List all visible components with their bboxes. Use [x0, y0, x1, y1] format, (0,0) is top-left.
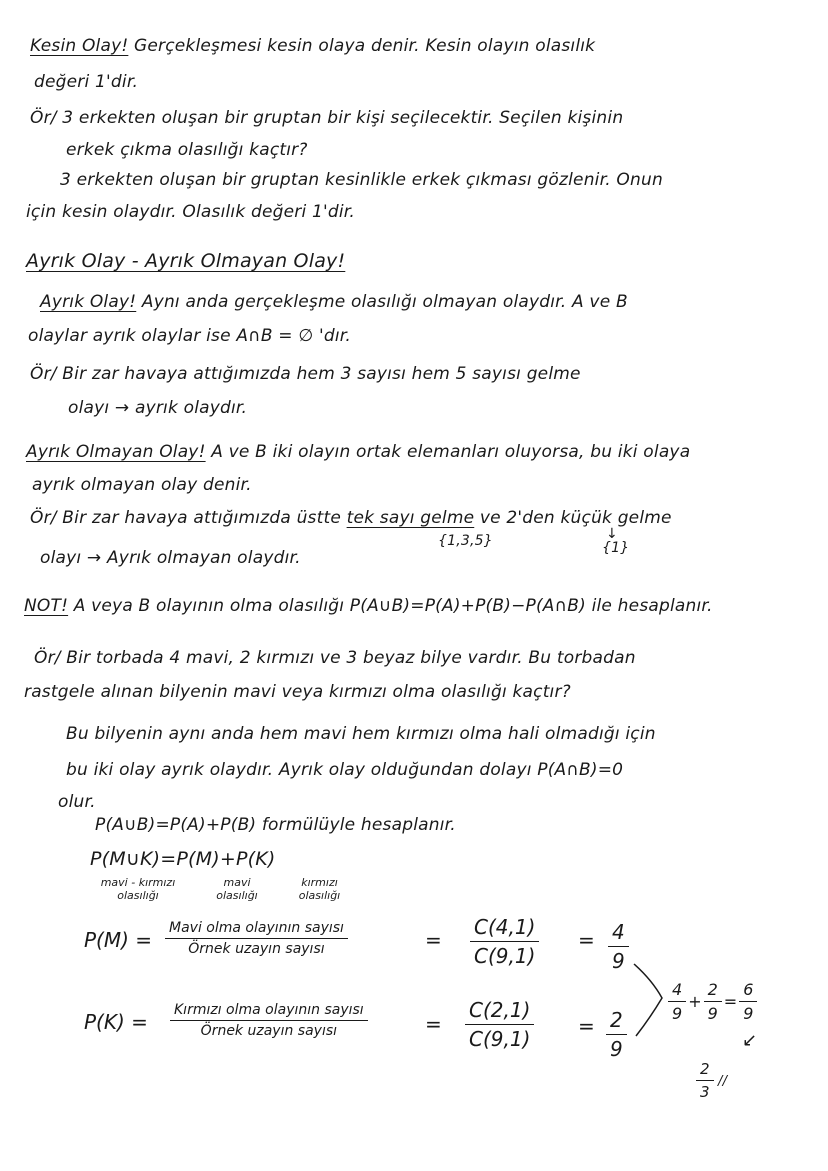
pk-combination: [465, 998, 534, 1051]
ayrik-example-2: olayı → ayrık olaydır.: [68, 398, 248, 418]
bag-answer-3: olur.: [58, 792, 96, 812]
ayrik-olmayan-example: [30, 508, 672, 528]
union-formula: P(A∪B)=P(A)+P(B) formülüyle hesaplanır.: [95, 815, 456, 835]
kesin-olay-line-2: değeri 1'dir.: [34, 72, 139, 92]
pk-fraction-words: [170, 1002, 368, 1039]
pm-comb-numerator: C(4,1): [470, 915, 539, 942]
equals-sign: =: [425, 928, 442, 952]
kesin-example-answer-2: için kesin olaydır. Olasılık değeri 1'dir.: [26, 202, 356, 222]
ayrik-olmayan-definition: A ve B iki olayın ortak elemanları oluyorsa, bu iki olaya: [211, 442, 691, 462]
arrow-down-icon: ↙: [742, 1030, 758, 1051]
ayrik-olay-line-1: [40, 292, 628, 312]
ayrik-olmayan-title: Ayrık Olmayan Olay!: [26, 442, 206, 462]
kesin-olay-title: Kesin Olay!: [30, 36, 129, 56]
sum-a-num: 4: [668, 980, 686, 1002]
note-kirmizi: kırmızı olasılığı: [298, 876, 341, 902]
ayrik-olay-line-2: olaylar ayrık olaylar ise A∩B = ∅ 'dır.: [28, 326, 351, 346]
bag-example-question: Ör/ Bir torbada 4 mavi, 2 kırmızı ve 3 beyaz bilye vardır. Bu torbadan: [34, 648, 636, 668]
pk-denominator: Örnek uzayın sayısı: [200, 1023, 338, 1039]
pm-result-denominator: 9: [612, 949, 625, 973]
kesin-example-question-2: erkek çıkma olasılığı kaçtır?: [66, 140, 308, 160]
final-result: [696, 1060, 714, 1101]
pm-comb-denominator: C(9,1): [474, 944, 536, 968]
ayrik-olmayan-line-2: ayrık olmayan olay denir.: [32, 475, 252, 495]
example-text-2: ve 2'den küçük gelme: [479, 508, 672, 528]
mk-formula: P(M∪K)=P(M)+P(K): [90, 848, 276, 870]
plus-sign: +: [688, 992, 702, 1011]
ayrik-olmayan-example-2: olayı → Ayrık olmayan olaydır.: [40, 548, 301, 568]
note-title: NOT!: [24, 596, 69, 616]
sum-term-b: [704, 980, 722, 1023]
note-line: [24, 596, 713, 616]
example-odd-event: tek sayı gelme: [346, 508, 475, 528]
example-text: Ör/ Bir zar havaya attığımızda üstte: [30, 508, 341, 528]
pk-label: P(K) =: [84, 1010, 148, 1034]
equals-sign: =: [723, 992, 738, 1011]
ayrik-olay-definition: Aynı anda gerçekleşme olasılığı olmayan olaydır. A ve B: [141, 292, 628, 312]
section-heading-ayrik: Ayrık Olay - Ayrık Olmayan Olay!: [26, 250, 346, 272]
sum-a-den: 9: [672, 1004, 683, 1023]
pm-label: P(M) =: [84, 928, 153, 952]
kesin-example-question: Ör/ 3 erkekten oluşan bir gruptan bir kişi seçilecektir. Seçilen kişinin: [30, 108, 624, 128]
final-mark: //: [718, 1074, 728, 1089]
kesin-olay-definition: Gerçekleşmesi kesin olaya denir. Kesin olayın olasılık: [133, 36, 596, 56]
equals-sign: =: [425, 1012, 442, 1036]
pk-result-numerator: 2: [606, 1008, 627, 1035]
bag-answer-1: Bu bilyenin aynı anda hem mavi hem kırmızı olma hali olmadığı için: [66, 724, 656, 744]
final-denominator: 3: [700, 1083, 710, 1101]
sum-r-num: 6: [739, 980, 757, 1002]
bag-answer-2: bu iki olay ayrık olaydır. Ayrık olay olduğundan dolayı P(A∩B)=0: [66, 760, 624, 780]
pk-numerator: Kırmızı olma olayının sayısı: [170, 1002, 368, 1021]
pk-comb-numerator: C(2,1): [465, 998, 534, 1025]
bag-example-question-2: rastgele alınan bilyenin mavi veya kırmızı olma olasılığı kaçtır?: [24, 682, 571, 702]
sum-b-den: 9: [707, 1004, 718, 1023]
ayrik-olmayan-line-1: [26, 442, 690, 462]
sum-r-den: 9: [743, 1004, 754, 1023]
ayrik-example: Ör/ Bir zar havaya attığımızda hem 3 sayısı hem 5 sayısı gelme: [30, 364, 581, 384]
pm-result-numerator: 4: [608, 920, 629, 947]
ayrik-olay-title: Ayrık Olay!: [40, 292, 137, 312]
equals-sign: =: [578, 1014, 595, 1038]
pm-combination: [470, 915, 539, 968]
odd-number-set: {1,3,5}: [438, 533, 493, 549]
pm-denominator: Örnek uzayın sayısı: [188, 941, 325, 957]
pm-result: [608, 920, 629, 973]
kesin-olay-line-1: [30, 36, 595, 56]
pk-result: [606, 1008, 627, 1061]
pm-numerator: Mavi olma olayının sayısı: [165, 920, 348, 939]
sum-expression: [668, 980, 757, 1023]
sum-result: [739, 980, 757, 1023]
sum-term-a: [668, 980, 686, 1023]
small-number-set: ↓ {1}: [602, 526, 630, 556]
sum-b-num: 2: [704, 980, 722, 1002]
note-text: A veya B olayının olma olasılığı P(A∪B)=P(A)+P(B)−P(A∩B) ile hesaplanır.: [73, 596, 713, 616]
pm-fraction-words: [165, 920, 348, 957]
combining-brace-icon: [630, 960, 670, 1040]
note-mavi: mavi olasılığı: [216, 876, 258, 902]
kesin-example-answer: 3 erkekten oluşan bir gruptan kesinlikle erkek çıkması gözlenir. Onun: [60, 170, 663, 190]
pk-result-denominator: 9: [610, 1037, 623, 1061]
note-mavi-kirmizi: mavi - kırmızı olasılığı: [100, 876, 176, 902]
pk-comb-denominator: C(9,1): [469, 1027, 531, 1051]
equals-sign: =: [578, 928, 595, 952]
final-numerator: 2: [696, 1060, 714, 1081]
